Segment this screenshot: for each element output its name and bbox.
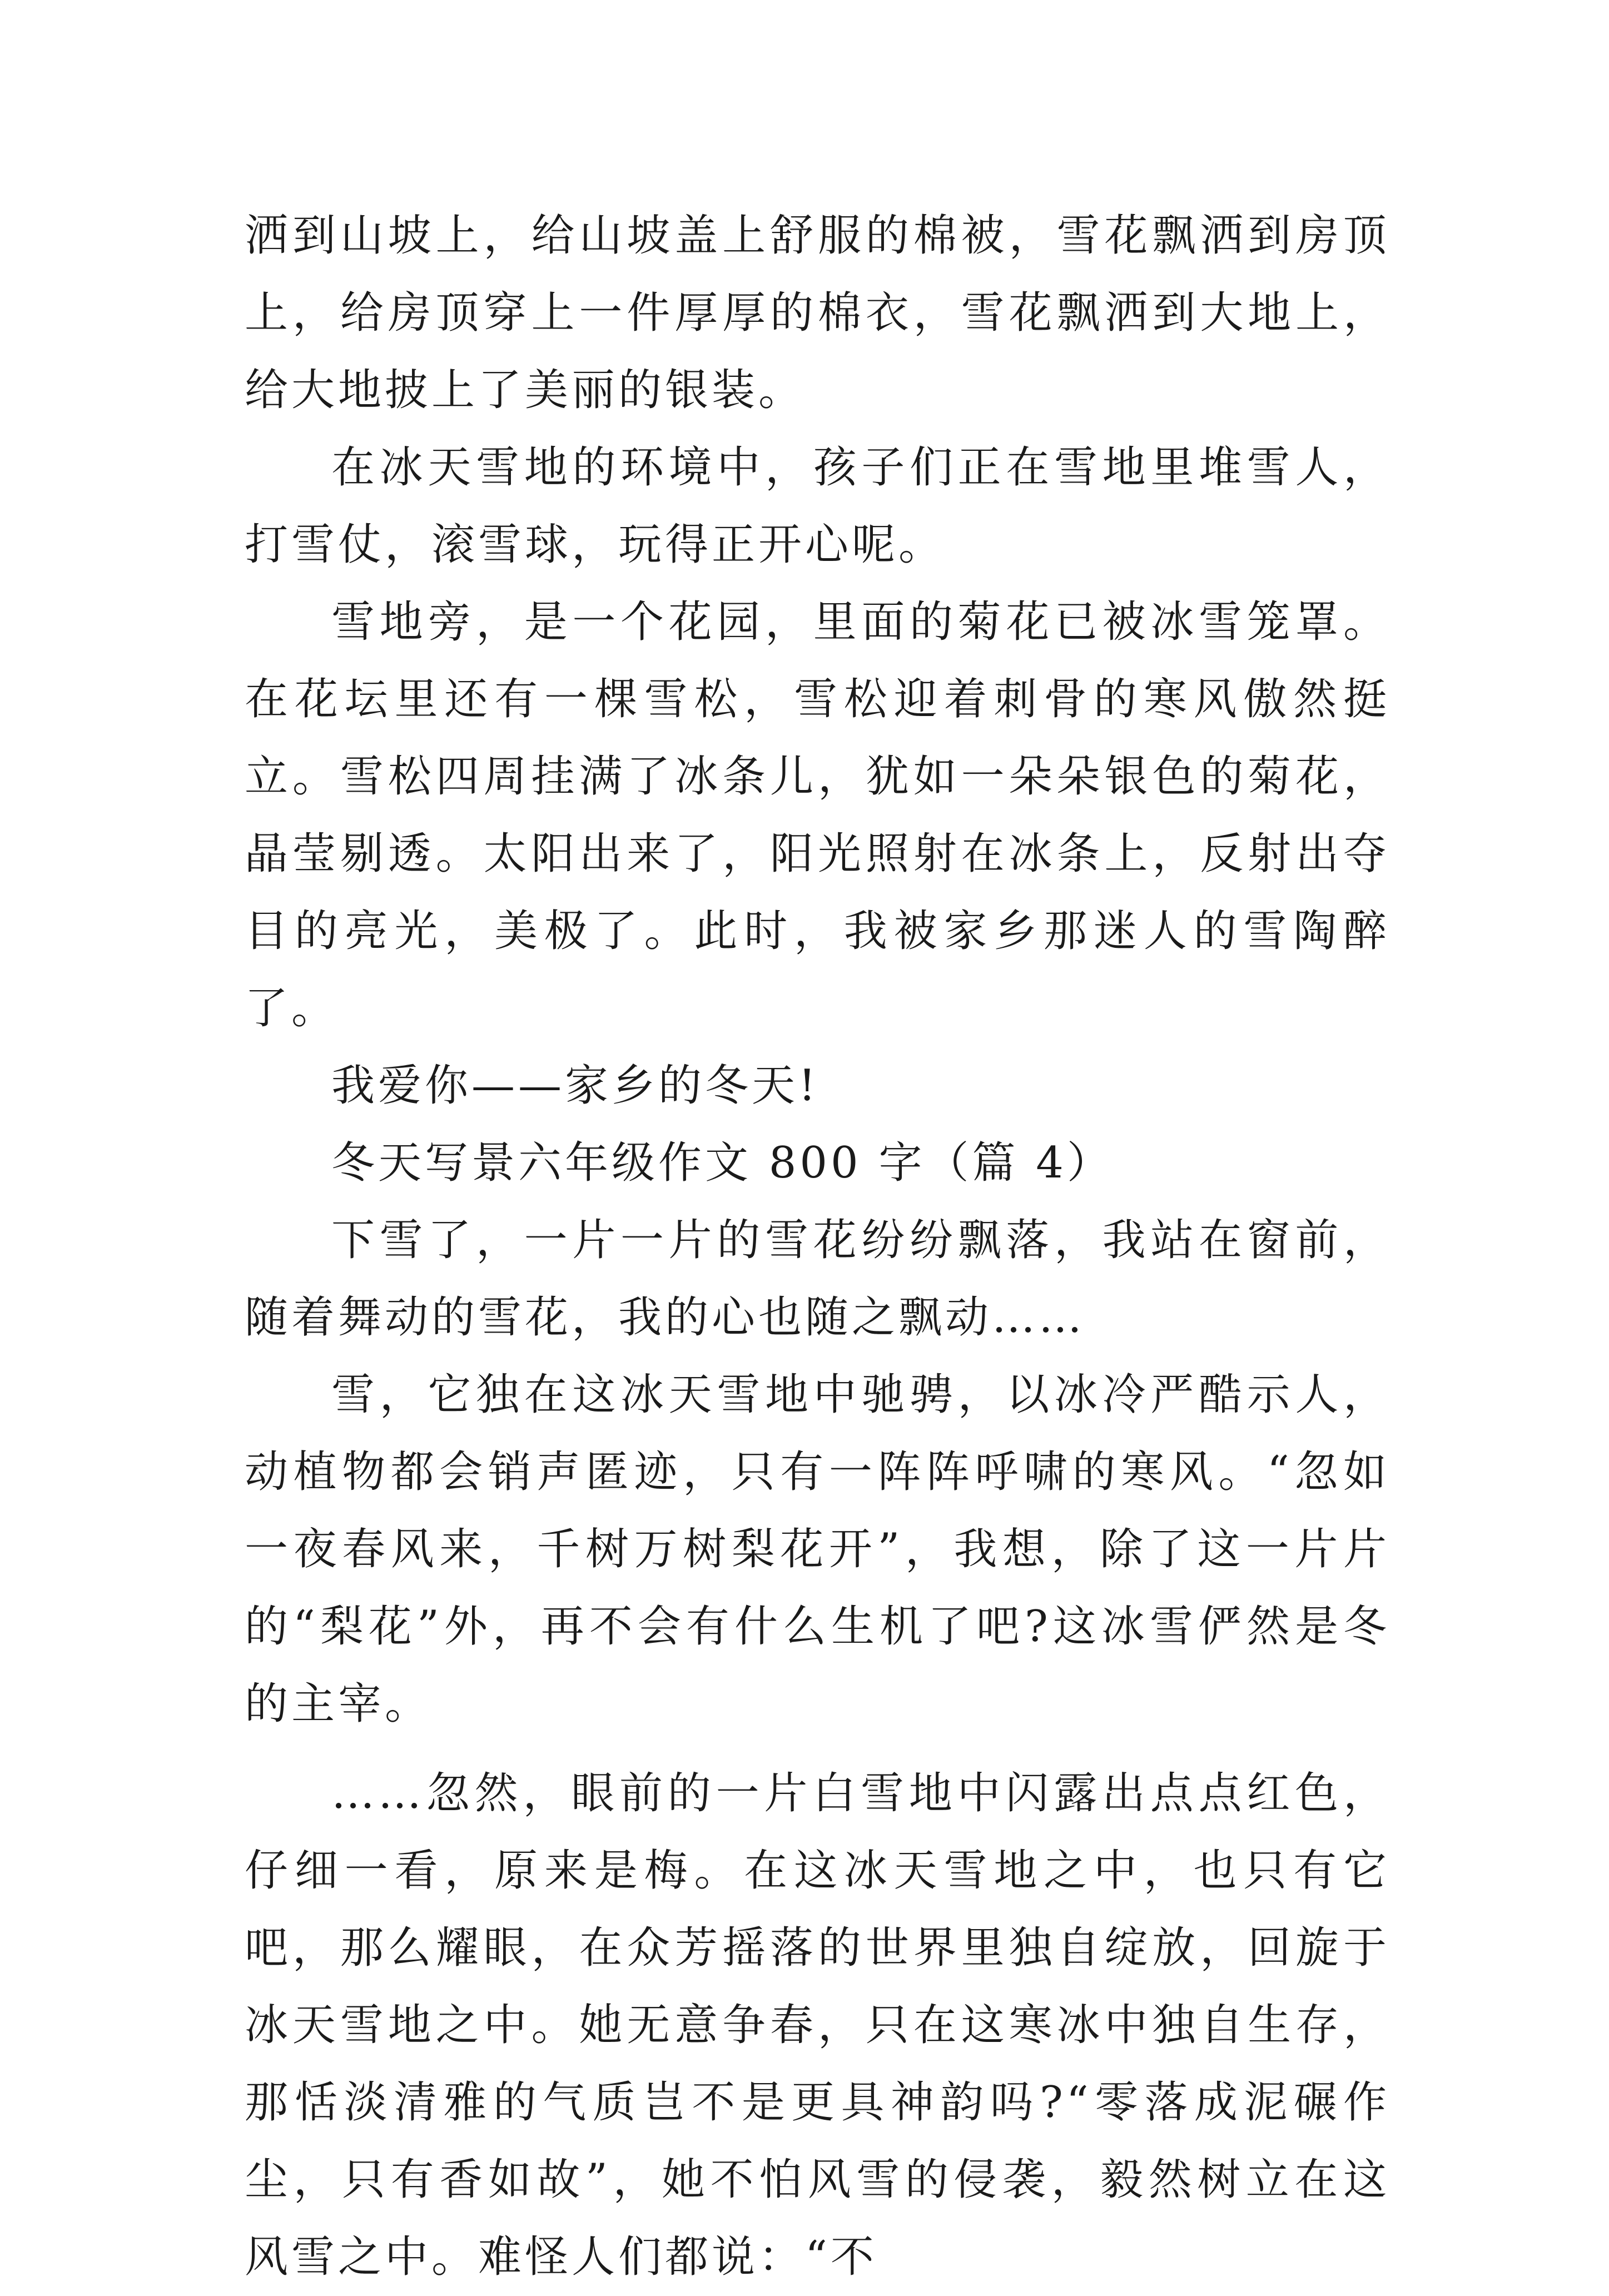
paragraph: 下雪了，一片一片的雪花纷纷飘落，我站在窗前，随着舞动的雪花，我的心也随之飘动…… [245,1215,1390,1343]
paragraph: 我爱你——家乡的冬天! [331,1061,820,1111]
section-heading: 冬天写景六年级作文 800 字（篇 4） [331,1138,1114,1188]
paragraph: 雪，它独在这冰天雪地中驰骋，以冰冷严酷示人，动植物都会销声匿迹，只有一阵阵呼啸的寒风。“忽如一夜春风来，千树万树梨花开”，我想，除了这一片片的“梨花”外，再不会有什么生机了吧?这冰雪俨然是冬的主宰。 [245,1370,1390,1729]
paragraph: 雪地旁，是一个花园，里面的菊花已被冰雪笼罩。在花坛里还有一棵雪松，雪松迎着刺骨的寒风傲然挺立。雪松四周挂满了冰条儿，犹如一朵朵银色的菊花，晶莹剔透。太阳出来了，阳光照射在冰条上，反射出夺目的亮光，美极了。此时，我被家乡那迷人的雪陶醉了。 [245,597,1390,1033]
paragraph: ……忽然，眼前的一片白雪地中闪露出点点红色，仔细一看，原来是梅。在这冰天雪地之中，也只有它吧，那么耀眼，在众芳摇落的世界里独自绽放，回旋于冰天雪地之中。她无意争春，只在这寒冰中独自生存，那恬淡清雅的气质岂不是更具神韵吗?“零落成泥碾作尘，只有香如故”，她不怕风雪的侵袭，毅然树立在这风雪之中。难怪人们都说：“不 [245,1768,1390,2282]
paragraph-continuation: 洒到山坡上，给山坡盖上舒服的棉被，雪花飘洒到房顶上，给房顶穿上一件厚厚的棉衣，雪花飘洒到大地上，给大地披上了美丽的银装。 [245,211,1390,415]
document-body [245,197,1390,2296]
paragraph: 在冰天雪地的环境中，孩子们正在雪地里堆雪人，打雪仗，滚雪球，玩得正开心呢。 [245,443,1390,570]
